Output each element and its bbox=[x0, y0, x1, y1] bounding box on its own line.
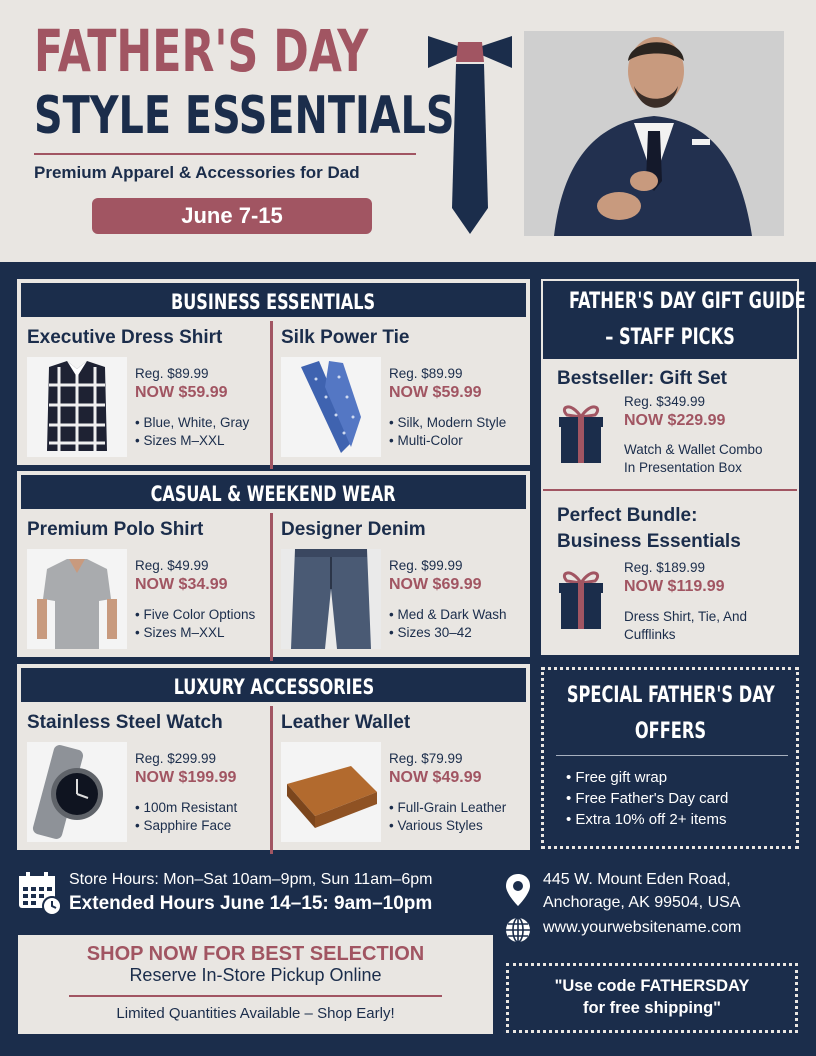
offers-list bbox=[566, 767, 728, 830]
product-name: Executive Dress Shirt bbox=[27, 327, 223, 348]
product-features bbox=[135, 606, 255, 642]
promo-code-line: "Use code FATHERSDAY bbox=[554, 977, 750, 995]
feature-line: • Multi-Color bbox=[389, 433, 463, 448]
feature-line: • Five Color Options bbox=[135, 607, 256, 622]
hero-photo bbox=[524, 31, 784, 236]
section-heading bbox=[19, 281, 528, 319]
header bbox=[0, 0, 816, 262]
regular-price: Reg. $49.99 bbox=[135, 558, 209, 573]
product-card[interactable] bbox=[19, 513, 270, 661]
promo-code-line: for free shipping" bbox=[583, 999, 721, 1017]
date-badge: June 7-15 bbox=[92, 198, 372, 234]
calendar-clock-icon bbox=[18, 872, 62, 916]
feature-line: • Med & Dark Wash bbox=[389, 607, 507, 622]
regular-price: Reg. $349.99 bbox=[624, 394, 706, 409]
gift-description-line: Cufflinks bbox=[624, 627, 676, 642]
regular-price: Reg. $89.99 bbox=[389, 366, 463, 381]
gift-item-title-line: Perfect Bundle: bbox=[557, 505, 698, 526]
product-name: Premium Polo Shirt bbox=[27, 519, 204, 540]
offers-divider bbox=[556, 755, 788, 756]
sale-price: NOW $59.99 bbox=[135, 384, 228, 401]
section-business-essentials bbox=[17, 279, 530, 465]
product-features bbox=[389, 414, 506, 450]
regular-price: Reg. $89.99 bbox=[135, 366, 209, 381]
feature-line: • Sizes M–XXL bbox=[135, 625, 225, 640]
product-features bbox=[389, 606, 507, 642]
section-luxury-accessories bbox=[17, 664, 530, 850]
feature-line: • Blue, White, Gray bbox=[135, 415, 250, 430]
product-name: Designer Denim bbox=[281, 519, 426, 540]
feature-line: • Silk, Modern Style bbox=[389, 415, 507, 430]
gift-guide-heading-line: FATHER'S DAY GIFT GUIDE bbox=[568, 289, 806, 314]
title-divider bbox=[34, 153, 416, 155]
section-heading-text: BUSINESS ESSENTIALS bbox=[171, 290, 376, 314]
offer-item: • Extra 10% off 2+ items bbox=[566, 811, 727, 828]
gift-item-title[interactable] bbox=[557, 503, 741, 555]
product-card[interactable] bbox=[273, 706, 524, 854]
feature-line: • 100m Resistant bbox=[135, 800, 238, 815]
gift-guide-heading-line: – STAFF PICKS bbox=[605, 325, 735, 350]
sale-price: NOW $59.99 bbox=[389, 384, 482, 401]
offers-title-line: OFFERS bbox=[634, 719, 706, 744]
feature-line: • Sizes M–XXL bbox=[135, 433, 225, 448]
extended-hours: Extended Hours June 14–15: 9am–10pm bbox=[69, 893, 433, 914]
feature-line: • Various Styles bbox=[389, 818, 483, 833]
denim-jeans-image bbox=[281, 549, 381, 649]
offer-item: • Free gift wrap bbox=[566, 769, 668, 786]
silk-tie-image bbox=[281, 357, 381, 457]
gift-item-title[interactable]: Bestseller: Gift Set bbox=[557, 368, 727, 389]
section-heading bbox=[19, 666, 528, 704]
sale-price: NOW $34.99 bbox=[135, 576, 228, 593]
sale-price: NOW $119.99 bbox=[624, 578, 725, 595]
gift-divider bbox=[543, 489, 797, 491]
gift-description-line: Dress Shirt, Tie, And bbox=[624, 609, 748, 624]
shop-now-title: SHOP NOW FOR BEST SELECTION bbox=[86, 943, 425, 965]
shop-divider bbox=[69, 995, 442, 997]
product-card[interactable] bbox=[273, 513, 524, 661]
promo-code-box bbox=[506, 963, 798, 1033]
sale-price: NOW $69.99 bbox=[389, 576, 482, 593]
offers-title-line: SPECIAL FATHER'S DAY bbox=[566, 683, 775, 708]
regular-price: Reg. $79.99 bbox=[389, 751, 463, 766]
regular-price: Reg. $189.99 bbox=[624, 560, 706, 575]
feature-line: • Full-Grain Leather bbox=[389, 800, 507, 815]
section-casual-weekend bbox=[17, 471, 530, 657]
sale-price: NOW $199.99 bbox=[135, 769, 237, 786]
product-name: Silk Power Tie bbox=[281, 327, 410, 348]
watch-image bbox=[27, 742, 127, 842]
feature-line: • Sapphire Face bbox=[135, 818, 232, 833]
special-offers bbox=[541, 667, 799, 849]
dress-shirt-image bbox=[27, 357, 127, 457]
address-line: 445 W. Mount Eden Road, bbox=[543, 871, 731, 888]
pickup-text: Reserve In-Store Pickup Online bbox=[129, 965, 382, 985]
wallet-image bbox=[281, 742, 381, 842]
product-card[interactable] bbox=[19, 706, 270, 854]
limited-quantities-note: Limited Quantities Available – Shop Early! bbox=[116, 1005, 395, 1022]
section-heading-text: LUXURY ACCESSORIES bbox=[173, 675, 374, 699]
store-address bbox=[543, 868, 740, 914]
gift-description-line: In Presentation Box bbox=[624, 460, 742, 475]
product-card[interactable] bbox=[273, 321, 524, 469]
product-name: Stainless Steel Watch bbox=[27, 712, 223, 733]
product-name: Leather Wallet bbox=[281, 712, 411, 733]
sale-price: NOW $49.99 bbox=[389, 769, 482, 786]
gift-guide bbox=[541, 279, 806, 655]
product-card[interactable] bbox=[19, 321, 270, 469]
polo-shirt-image bbox=[27, 549, 127, 649]
gift-description-line: Watch & Wallet Combo bbox=[624, 442, 763, 457]
map-pin-icon bbox=[506, 874, 530, 906]
regular-price: Reg. $299.99 bbox=[135, 751, 217, 766]
gift-box-icon bbox=[555, 567, 607, 631]
gift-guide-heading bbox=[543, 281, 806, 359]
address-line: Anchorage, AK 99504, USA bbox=[543, 894, 741, 911]
gift-item-title-line: Business Essentials bbox=[557, 531, 741, 552]
shop-now-banner[interactable] bbox=[18, 935, 493, 1034]
necktie-icon bbox=[424, 28, 516, 240]
title-line-1: FATHER'S DAY bbox=[34, 17, 369, 85]
product-features bbox=[135, 799, 237, 835]
product-features bbox=[135, 414, 249, 450]
feature-line: • Sizes 30–42 bbox=[389, 625, 472, 640]
store-hours: Store Hours: Mon–Sat 10am–9pm, Sun 11am–6pm bbox=[69, 871, 433, 888]
gift-description bbox=[624, 441, 763, 477]
gift-box-icon bbox=[555, 401, 607, 465]
website-link[interactable]: www.yourwebsitename.com bbox=[543, 919, 742, 936]
section-heading bbox=[19, 473, 528, 511]
gift-description bbox=[624, 608, 747, 644]
subtitle: Premium Apparel & Accessories for Dad bbox=[34, 163, 360, 182]
offer-item: • Free Father's Day card bbox=[566, 790, 729, 807]
offers-title bbox=[544, 678, 796, 750]
title-line-2: STYLE ESSENTIALS bbox=[34, 86, 455, 146]
section-heading-text: CASUAL & WEEKEND WEAR bbox=[150, 482, 397, 506]
product-features bbox=[389, 799, 506, 835]
globe-icon bbox=[505, 917, 531, 943]
sale-price: NOW $229.99 bbox=[624, 412, 726, 429]
regular-price: Reg. $99.99 bbox=[389, 558, 463, 573]
